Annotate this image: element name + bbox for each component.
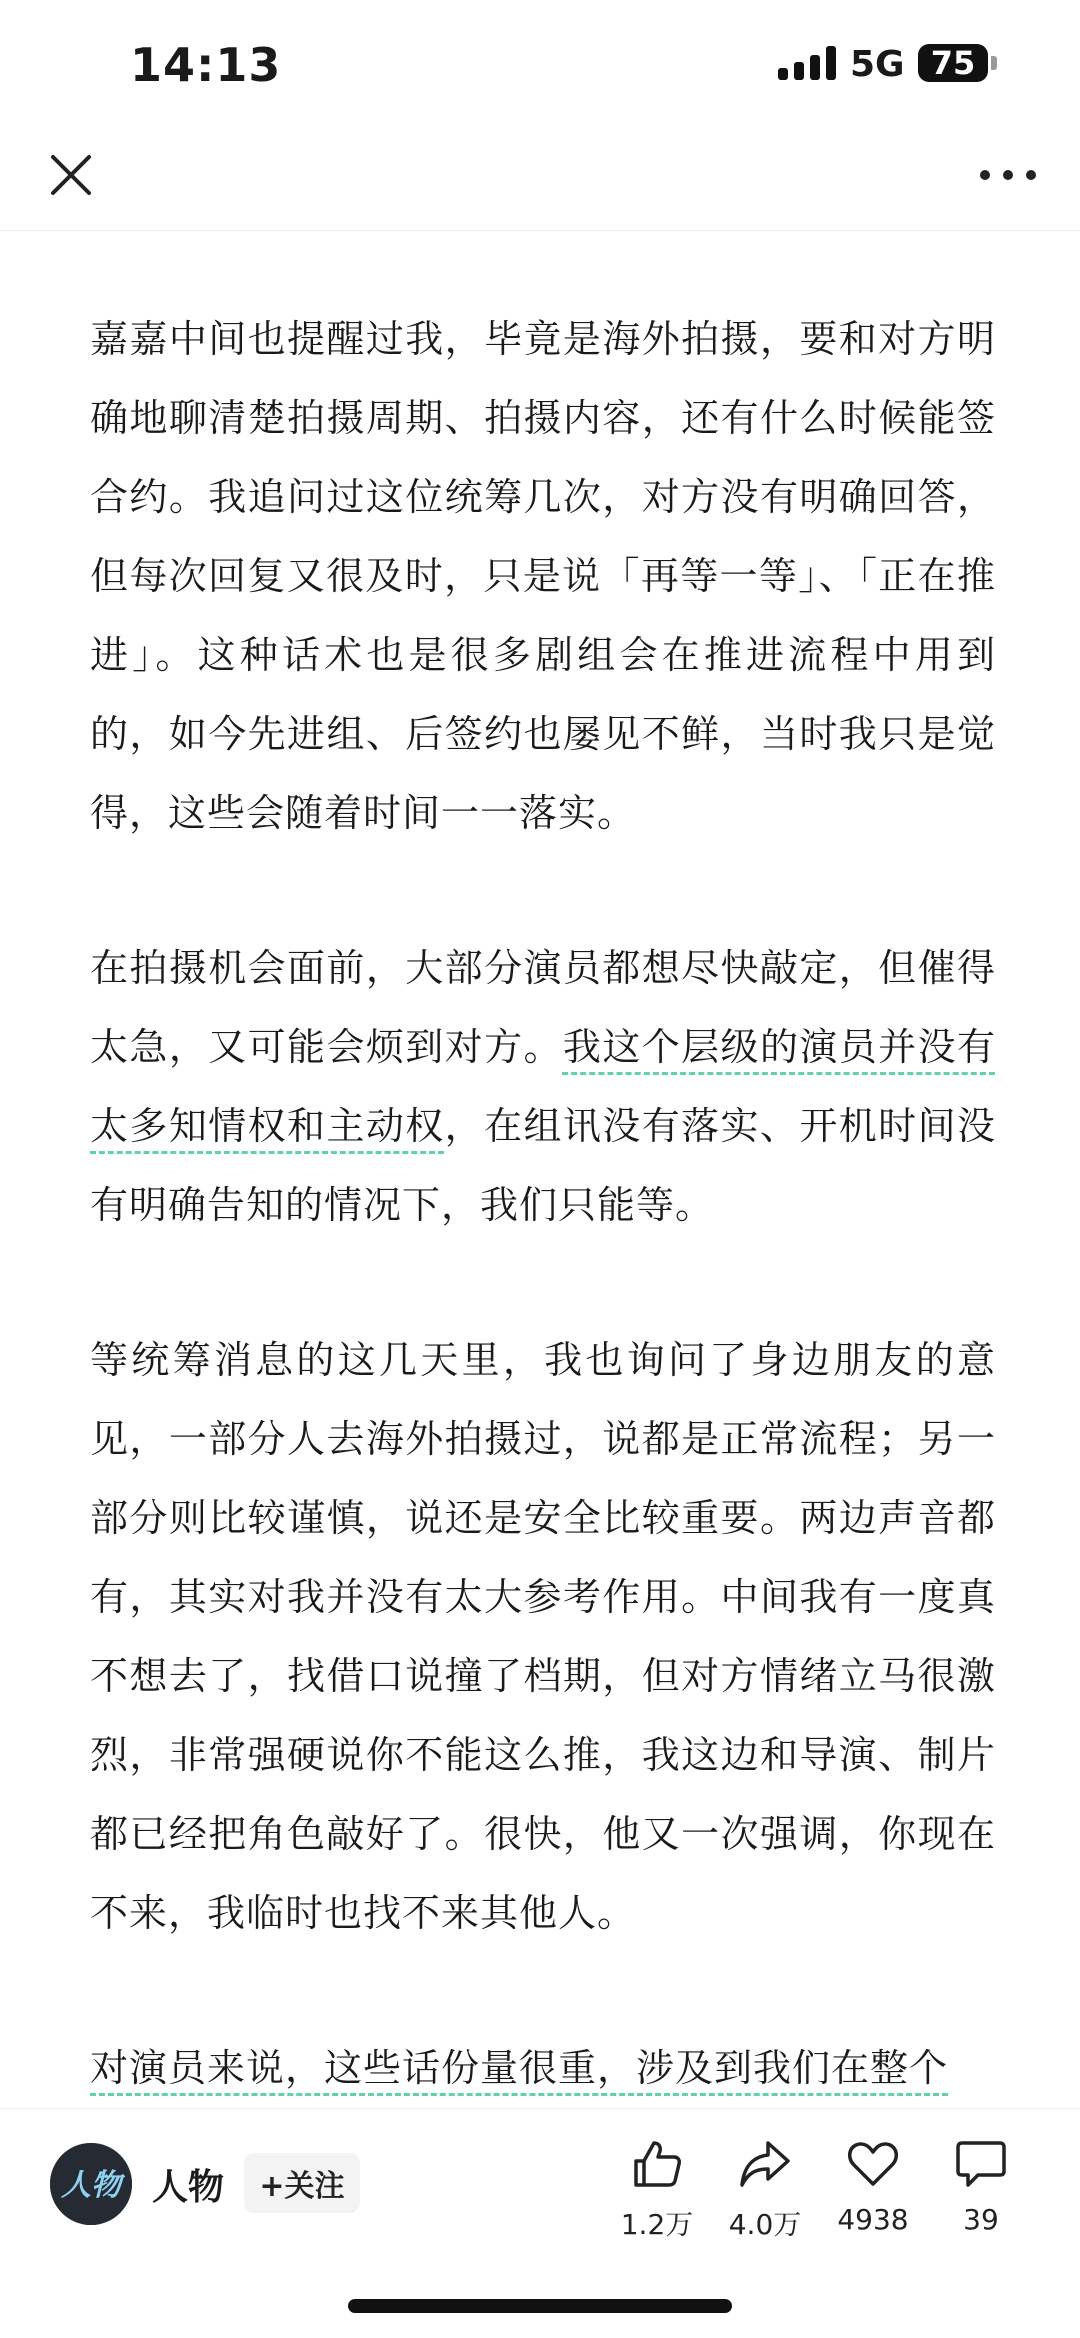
author-name[interactable]: 人物 <box>152 2167 225 2208</box>
favorite-button[interactable] <box>818 2137 928 2236</box>
status-bar <box>0 0 1080 130</box>
share-count: 4.0万 <box>728 2208 802 2241</box>
like-button[interactable] <box>602 2137 712 2243</box>
like-count: 1.2万 <box>620 2208 694 2241</box>
network-type: 5G <box>850 44 905 85</box>
more-dot-icon <box>1026 170 1036 180</box>
paragraph-text: ，在组讯没有落实、开机时间没有明确告知的情况下，我们只能等。 <box>90 1104 996 1227</box>
article-body <box>90 300 996 2184</box>
more-dot-icon <box>980 170 990 180</box>
more-options-button[interactable] <box>980 160 1036 190</box>
article-paragraph <box>90 1321 996 1953</box>
close-button[interactable] <box>46 150 96 200</box>
heart-icon <box>846 2137 900 2191</box>
article-paragraph <box>90 929 996 1245</box>
avatar-logo-icon <box>50 2143 132 2225</box>
paragraph-text: 等统筹消息的这几天里，我也询问了身边朋友的意见，一部分人去海外拍摄过，说都是正常流程；另一部分则比较谨慎，说还是安全比较重要。两边声音都有，其实对我并没有太大参考作用。中间我有一度真不想去了，找借口说撞了档期，但对方情绪立马很激烈，非常强硬说你不能这么推，我这边和导演、制片都已经把角色敲好了。很快，他又一次强调，你现在不来，我临时也找不来其他人。 <box>90 1338 996 1935</box>
paragraph-text: 嘉嘉中间也提醒过我，毕竟是海外拍摄，要和对方明确地聊清楚拍摄周期、拍摄内容，还有什么时候能签合约。我追问过这位统筹几次，对方没有明确回答，但每次回复又很及时，只是说「再等一等」、「正在推进」。这种话术也是很多剧组会在推进流程中用到的，如今先进组、后签约也屡见不鲜，当时我只是觉得，这些会随着时间一一落实。 <box>90 317 996 835</box>
share-icon <box>738 2137 792 2191</box>
share-button[interactable] <box>710 2137 820 2243</box>
close-icon <box>46 150 96 200</box>
comment-count: 39 <box>963 2203 999 2236</box>
highlighted-quote[interactable]: 我这个层级的演员并没有太多知情权和主动权 <box>90 1025 996 1148</box>
comment-button[interactable] <box>926 2137 1036 2236</box>
avatar[interactable] <box>50 2143 132 2225</box>
svg-text:人物: 人物 <box>61 2168 121 2203</box>
more-dot-icon <box>1003 170 1013 180</box>
paragraph-text: 在拍摄机会面前，大部分演员都想尽快敲定，但催得太急，又可能会烦到对方。 <box>90 946 996 1069</box>
nav-bar <box>0 130 1080 231</box>
thumbs-up-icon <box>630 2137 684 2191</box>
bottom-action-bar <box>0 2108 1080 2338</box>
highlighted-quote[interactable]: 对演员来说，这些话份量很重，涉及到我们在整个 <box>90 2046 949 2090</box>
status-time: 14:13 <box>130 38 282 92</box>
battery-icon <box>918 44 988 82</box>
article-paragraph <box>90 2029 996 2108</box>
signal-icon <box>778 46 836 80</box>
follow-button[interactable]: +关注 <box>244 2153 360 2213</box>
article-paragraph <box>90 300 996 853</box>
battery-tip <box>991 56 997 70</box>
home-indicator[interactable] <box>348 2299 732 2313</box>
battery-level: 75 <box>930 44 976 82</box>
comment-icon <box>954 2137 1008 2191</box>
favorite-count: 4938 <box>837 2203 909 2236</box>
